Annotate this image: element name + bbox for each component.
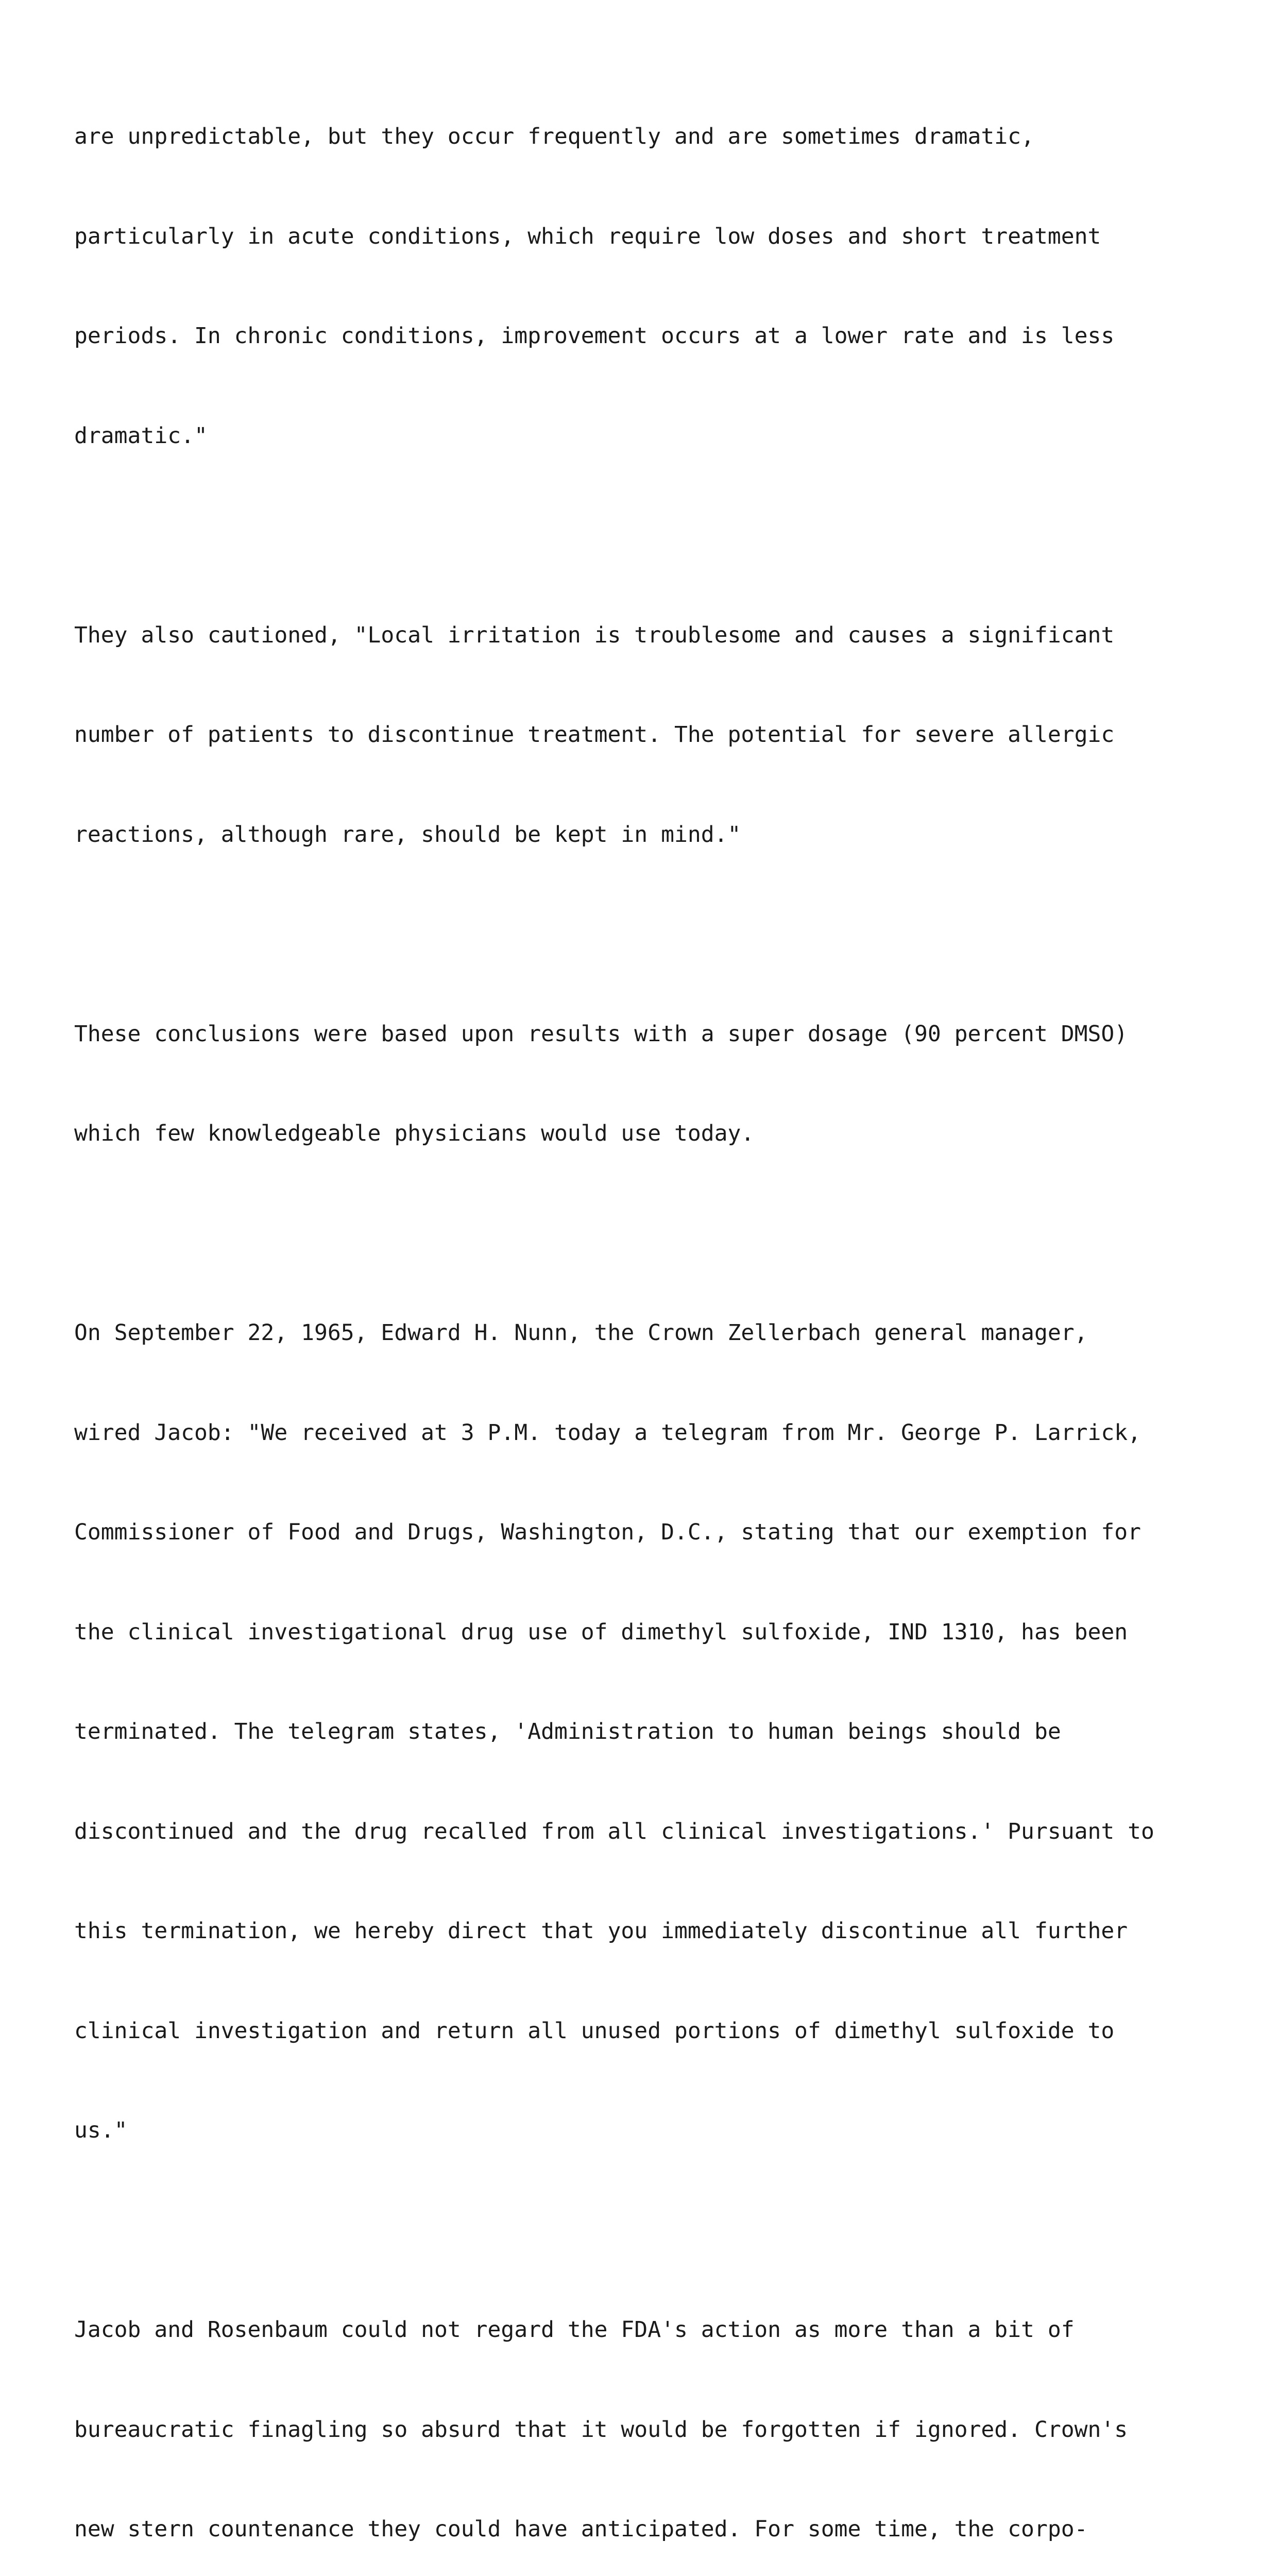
text-line: new stern countenance they could have anticipated. For some time, the corpo- [74, 2516, 1088, 2542]
text-line: are unpredictable, but they occur frequently and are sometimes dramatic, [74, 124, 1034, 149]
text-line: terminated. The telegram states, 'Administration to human beings should be [74, 1719, 1061, 1744]
text-line: particularly in acute conditions, which require low doses and short treatment [74, 223, 1101, 249]
text-line: dramatic." [74, 422, 208, 449]
text-line: wired Jacob: "We received at 3 P.M. today a telegram from Mr. George P. Larrick, [74, 1419, 1141, 1446]
text-line: which few knowledgeable physicians would use today. [74, 1121, 755, 1146]
text-line: bureaucratic finagling so absurd that it would be forgotten if ignored. Crown's [74, 2416, 1128, 2443]
text-line: clinical investigation and return all unused portions of dimethyl sulfoxide to [74, 2018, 1115, 2044]
text-line: periods. In chronic conditions, improvement occurs at a lower rate and is less [74, 323, 1115, 349]
text-line: discontinued and the drug recalled from all clinical investigations.' Pursuant to [74, 1818, 1154, 1844]
paragraph-1 [74, 54, 1207, 519]
text-line: Jacob and Rosenbaum could not regard the FDA's action as more than a bit of [74, 2317, 1075, 2343]
text-line: They also cautioned, "Local irritation is troublesome and causes a significant [74, 622, 1115, 648]
text-line: number of patients to discontinue treatment. The potential for severe allergic [74, 722, 1115, 748]
paragraph-3 [74, 951, 1207, 1217]
paragraph-4 [74, 1250, 1207, 2214]
text-line: Commissioner of Food and Drugs, Washington, D.C., stating that our exemption for [74, 1519, 1141, 1545]
text-line: the clinical investigational drug use of dimethyl sulfoxide, IND 1310, has been [74, 1619, 1128, 1645]
text-line: On September 22, 1965, Edward H. Nunn, the Crown Zellerbach general manager, [74, 1320, 1088, 1346]
document-page [74, 54, 1207, 2576]
text-line: These conclusions were based upon results with a super dosage (90 percent DMSO) [74, 1021, 1128, 1047]
paragraph-2 [74, 552, 1207, 918]
text-line: us." [74, 2117, 128, 2143]
text-line: this termination, we hereby direct that you immediately discontinue all further [74, 1918, 1128, 1944]
text-line: reactions, although rare, should be kept in mind." [74, 821, 741, 848]
paragraph-5 [74, 2247, 1207, 2576]
